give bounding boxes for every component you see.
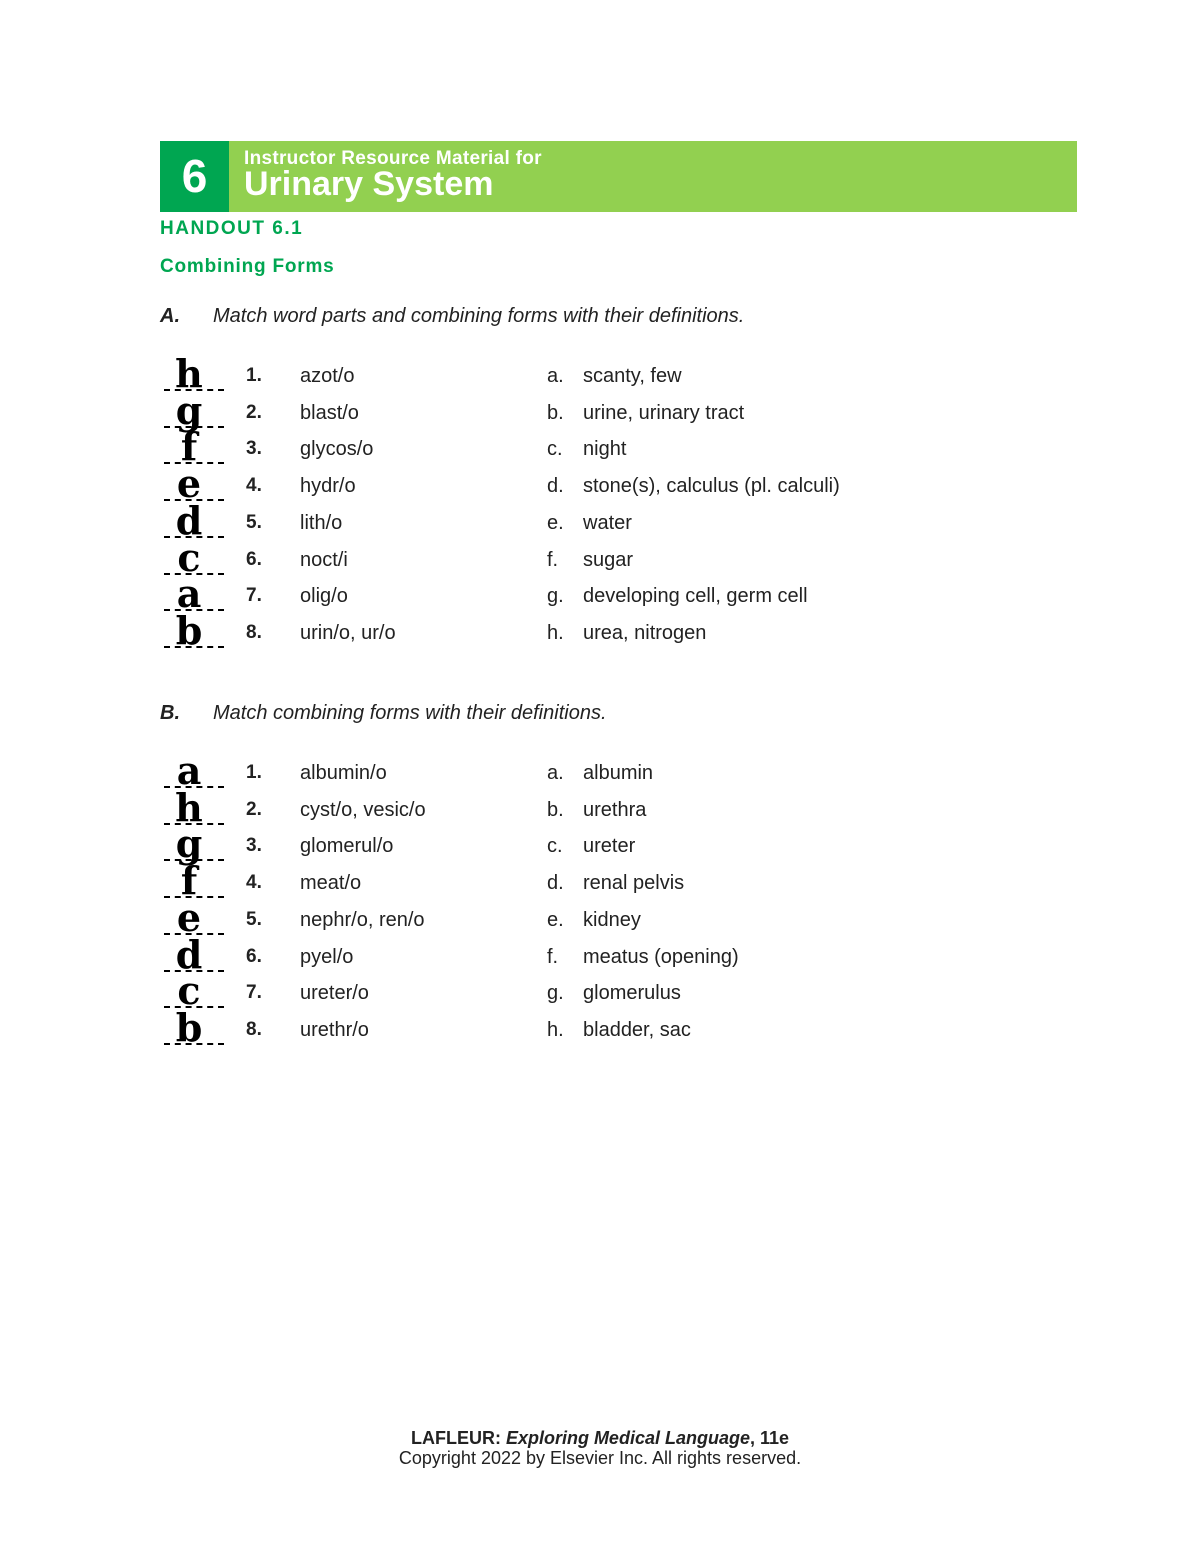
list-item: [0, 607, 1200, 653]
banner-title: Urinary System: [244, 165, 494, 203]
definition-letter: b.: [547, 401, 564, 424]
definition-text: ureter: [583, 835, 636, 858]
definition-letter: a.: [547, 762, 564, 784]
handwritten-answer: h: [175, 351, 203, 396]
definition-text: bladder, sac: [583, 1018, 691, 1041]
definition-letter: h.: [547, 1018, 564, 1041]
chapter-banner: [160, 141, 1077, 212]
item-term: ureter/o: [300, 982, 369, 1005]
section-a-instruction: Match word parts and combining forms with their definitions.: [213, 305, 745, 327]
item-number: 8.: [246, 1018, 262, 1040]
definition-text: glomerulus: [583, 982, 681, 1005]
item-number: 3.: [246, 835, 262, 857]
handwritten-answer: f: [180, 858, 198, 904]
list-item: [0, 387, 1200, 433]
list-item: [0, 1004, 1200, 1050]
answer-blank[interactable]: [164, 607, 224, 653]
item-term: glycos/o: [300, 438, 374, 461]
definition-text: meatus (opening): [583, 945, 739, 968]
footer-author: LAFLEUR:: [410, 1428, 506, 1448]
handwritten-answer: d: [175, 931, 203, 977]
handwritten-answer: e: [176, 461, 202, 507]
handwritten-answer: f: [180, 424, 198, 470]
definition-text: sugar: [583, 548, 634, 571]
list-item: [0, 821, 1200, 867]
handwritten-answer: b: [175, 607, 203, 653]
definition-letter: f.: [547, 548, 559, 571]
answer-blank[interactable]: [164, 1004, 224, 1050]
definition-text: renal pelvis: [583, 872, 685, 895]
footer-copyright: Copyright 2022 by Elsevier Inc. All rights reserved.: [398, 1448, 802, 1468]
handwritten-answer: h: [175, 784, 203, 830]
handwritten-answer: b: [175, 1004, 203, 1050]
definition-text: urea, nitrogen: [583, 621, 707, 644]
item-number: 7.: [246, 982, 262, 1004]
definition-letter: d.: [547, 872, 564, 895]
item-term: glomerul/o: [300, 835, 394, 858]
handout-heading: HANDOUT 6.1: [160, 218, 304, 239]
definition-text: stone(s), calculus (pl. calculi): [583, 475, 840, 498]
item-number: 1.: [246, 762, 262, 783]
definition-letter: e.: [547, 908, 564, 931]
handwritten-answer: e: [176, 894, 202, 940]
definition-text: developing cell, germ cell: [583, 585, 808, 608]
definition-letter: g.: [547, 982, 564, 1005]
definition-text: scanty, few: [583, 365, 682, 387]
section-b-instruction: Match combining forms with their definitions.: [213, 702, 607, 724]
footer-book: Exploring Medical Language: [505, 1428, 750, 1448]
definition-letter: c.: [547, 438, 563, 461]
item-number: 6.: [246, 548, 262, 570]
chapter-number: 6: [160, 141, 229, 212]
definition-text: kidney: [583, 908, 641, 931]
definition-text: urethra: [583, 798, 647, 821]
footer-citation: [0, 1428, 1200, 1449]
footer-edition: , 11e: [749, 1428, 790, 1448]
item-term: meat/o: [300, 872, 362, 895]
item-term: noct/i: [300, 548, 348, 571]
definition-text: water: [583, 511, 632, 534]
item-term: azot/o: [300, 365, 355, 387]
handwritten-answer: c: [177, 534, 201, 580]
item-number: 2.: [246, 401, 262, 423]
handwritten-answer: g: [175, 821, 203, 867]
definition-letter: d.: [547, 475, 564, 498]
definition-letter: e.: [547, 511, 564, 534]
definition-letter: a.: [547, 365, 564, 387]
handwritten-answer: g: [175, 387, 203, 433]
definition-letter: c.: [547, 835, 563, 858]
definition-text: night: [583, 438, 627, 461]
handwritten-answer: d: [175, 497, 203, 543]
item-term: lith/o: [300, 511, 343, 534]
banner-supertitle: Instructor Resource Material for: [244, 148, 542, 169]
item-number: 1.: [246, 365, 262, 386]
section-b-label: B.: [160, 702, 180, 724]
item-number: 4.: [246, 475, 262, 497]
definition-text: urine, urinary tract: [583, 401, 745, 424]
item-term: nephr/o, ren/o: [300, 908, 425, 931]
definition-letter: h.: [547, 621, 564, 644]
item-number: 4.: [246, 872, 262, 894]
item-term: cyst/o, vesic/o: [300, 798, 426, 821]
section-subtitle: Combining Forms: [160, 256, 335, 277]
item-term: olig/o: [300, 585, 348, 608]
handwritten-answer: a: [176, 571, 202, 617]
definition-text: albumin: [583, 762, 654, 784]
item-term: urethr/o: [300, 1018, 369, 1041]
item-term: urin/o, ur/o: [300, 621, 396, 644]
item-term: blast/o: [300, 401, 359, 424]
item-number: 7.: [246, 585, 262, 607]
handwritten-answer: a: [176, 748, 202, 793]
item-number: 3.: [246, 438, 262, 460]
item-term: albumin/o: [300, 762, 387, 784]
item-term: pyel/o: [300, 945, 354, 968]
handwritten-answer: c: [177, 968, 201, 1014]
definition-letter: b.: [547, 798, 564, 821]
item-number: 8.: [246, 621, 262, 643]
item-number: 6.: [246, 945, 262, 967]
section-a-label: A.: [160, 305, 180, 327]
item-number: 2.: [246, 798, 262, 820]
definition-letter: f.: [547, 945, 559, 968]
definition-letter: g.: [547, 585, 564, 608]
item-term: hydr/o: [300, 475, 356, 498]
item-number: 5.: [246, 908, 262, 930]
item-number: 5.: [246, 511, 262, 533]
